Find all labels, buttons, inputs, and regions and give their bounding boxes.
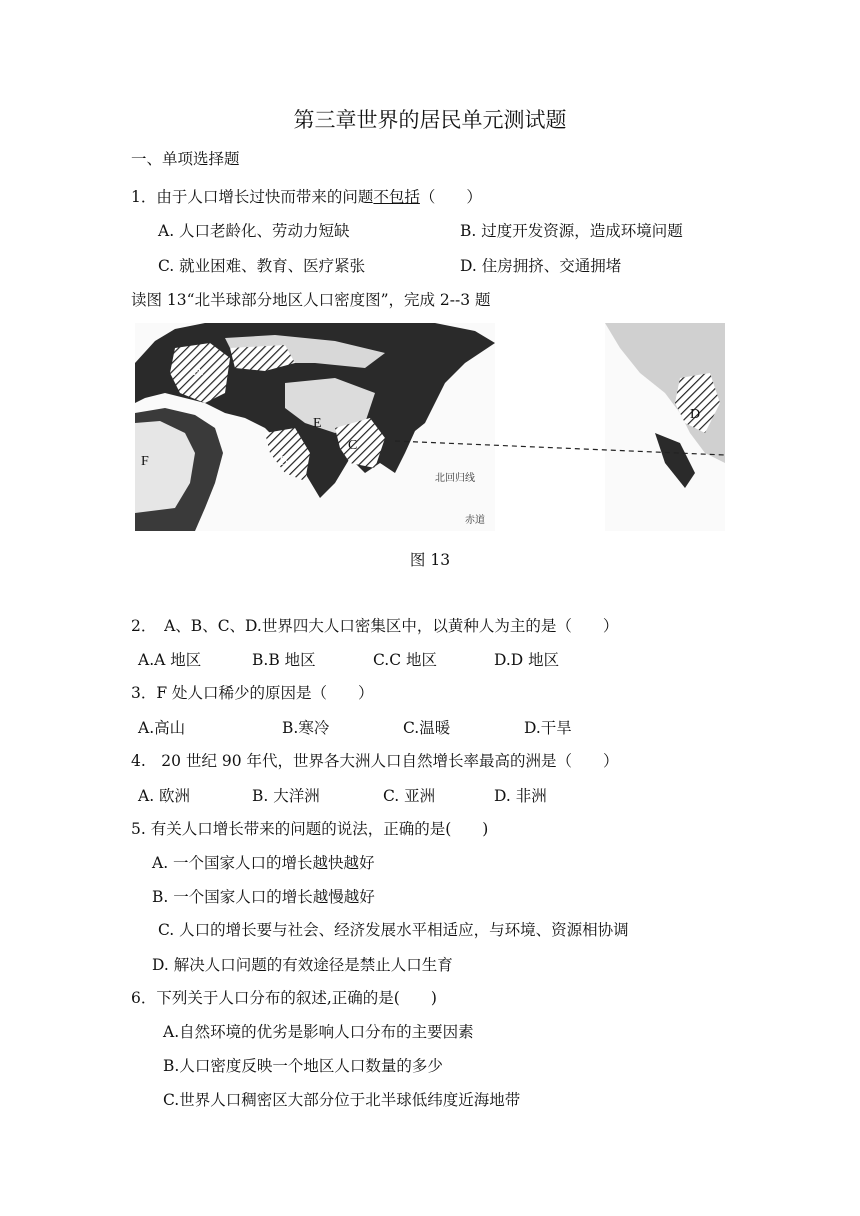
question-6-stem: 6．下列关于人口分布的叙述,正确的是( ) xyxy=(131,989,437,1007)
map-label-equator: 赤道 xyxy=(465,515,485,526)
question-1-paren: （ ） xyxy=(419,188,482,206)
question-1-option-a: A. 人口老龄化、劳动力短缺 xyxy=(158,222,350,240)
population-density-map xyxy=(135,323,725,531)
map-label-e: E xyxy=(313,416,322,431)
question-6-option-c: C.世界人口稠密区大部分位于北半球低纬度近海地带 xyxy=(163,1091,521,1109)
question-4-option-b: B. 大洋洲 xyxy=(252,787,320,805)
question-2-option-d: D.D 地区 xyxy=(494,651,560,669)
question-2-stem: 2． A、B、C、D.世界四大人口密集区中，以黄种人为主的是（ ） xyxy=(131,617,619,635)
question-1-underlined: 不包括 xyxy=(373,188,420,206)
question-3-option-c: C.温暖 xyxy=(403,719,451,737)
question-2-option-c: C.C 地区 xyxy=(373,651,438,669)
question-4-stem: 4. 20 世纪 90 年代，世界各大洲人口自然增长率最高的洲是（ ） xyxy=(131,752,619,770)
map-label-b: B xyxy=(279,454,289,469)
page-title: 第三章世界的居民单元测试题 xyxy=(293,108,567,132)
question-5-option-b: B. 一个国家人口的增长越慢越好 xyxy=(152,888,375,906)
section-heading: 一、单项选择题 xyxy=(131,150,240,168)
map-label-f: F xyxy=(141,454,149,469)
map-intro: 读图 13“北半球部分地区人口密度图”，完成 2--3 题 xyxy=(131,291,491,309)
question-1-option-c: C. 就业困难、教育、医疗紧张 xyxy=(158,257,366,275)
question-1-option-d: D. 住房拥挤、交通拥堵 xyxy=(460,257,622,275)
question-3-option-b: B.寒冷 xyxy=(282,719,330,737)
question-4-option-d: D. 非洲 xyxy=(494,787,547,805)
question-4-option-c: C. 亚洲 xyxy=(383,787,436,805)
question-5-option-d: D. 解决人口问题的有效途径是禁止人口生育 xyxy=(152,956,453,974)
question-6-option-b: B.人口密度反映一个地区人口数量的多少 xyxy=(163,1057,443,1075)
question-1-option-b: B. 过度开发资源，造成环境问题 xyxy=(460,222,683,240)
question-4-option-a: A. 欧洲 xyxy=(138,787,191,805)
question-3-option-a: A.高山 xyxy=(138,719,186,737)
question-2-option-a: A.A 地区 xyxy=(138,651,202,669)
map-label-a: A xyxy=(193,364,204,379)
question-3-option-d: D.干旱 xyxy=(524,719,572,737)
map-label-tropic: 北回归线 xyxy=(435,473,475,484)
question-5-stem: 5. 有关人口增长带来的问题的说法，正确的是( ) xyxy=(131,820,489,838)
figure-caption: 图 13 xyxy=(409,551,451,569)
map-label-d: D xyxy=(690,407,701,422)
question-1-stem xyxy=(131,187,482,207)
question-5-option-a: A. 一个国家人口的增长越快越好 xyxy=(152,854,375,872)
question-3-stem: 3．F 处人口稀少的原因是（ ） xyxy=(131,684,374,702)
question-2-option-b: B.B 地区 xyxy=(252,651,316,669)
question-1-stem-text: 1．由于人口增长过快而带来的问题 xyxy=(131,188,374,206)
question-5-option-c: C. 人口的增长要与社会、经济发展水平相适应，与环境、资源相协调 xyxy=(158,921,629,939)
question-6-option-a: A.自然环境的优劣是影响人口分布的主要因素 xyxy=(163,1023,474,1041)
map-label-c: C xyxy=(348,438,358,453)
